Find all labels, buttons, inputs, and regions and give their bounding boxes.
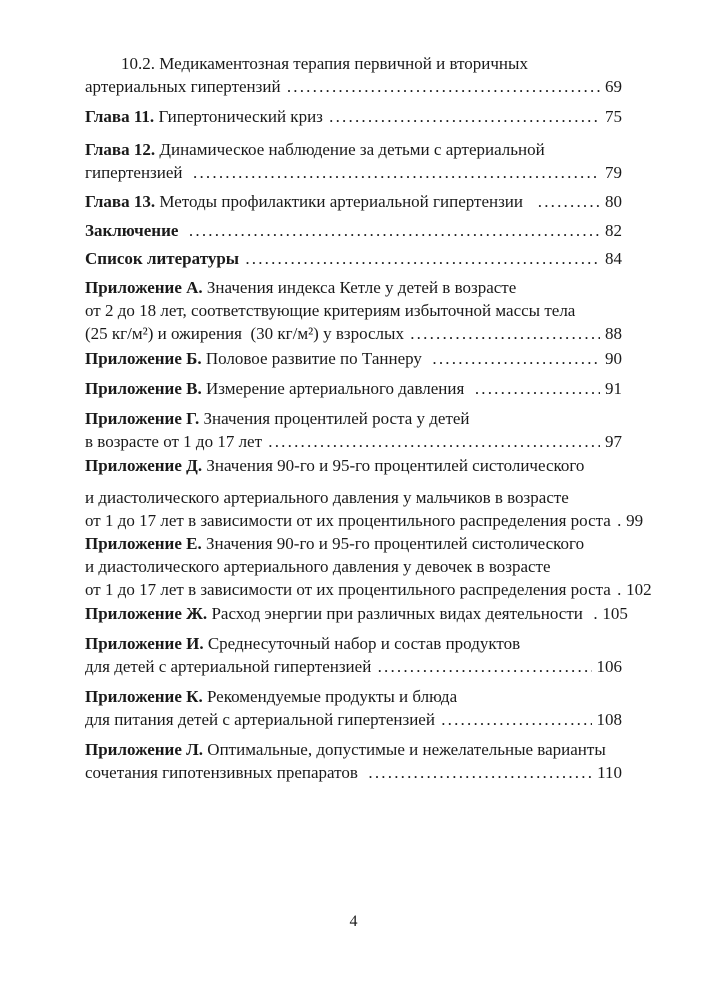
toc-entry <box>85 138 622 184</box>
entry-page-number: 102 <box>626 580 652 599</box>
toc-entry <box>85 738 622 784</box>
toc-entry <box>85 347 622 370</box>
dot-leader <box>193 161 600 184</box>
entry-label: Заключение <box>85 221 179 240</box>
toc-entry-line <box>85 52 622 75</box>
toc-entry <box>85 247 622 270</box>
entry-label: Глава 12. <box>85 140 156 159</box>
toc-entry-leader-line <box>85 761 622 784</box>
entry-label: Список литературы <box>85 249 240 268</box>
dot-leader <box>368 761 592 784</box>
toc-entry-leader-line <box>85 578 652 601</box>
dot-leader <box>268 430 600 453</box>
entry-text: и диастолического артериального давления у мальчиков в возрасте <box>85 488 569 507</box>
entry-text: в возрасте от 1 до 17 лет <box>85 432 267 451</box>
entry-text: Рекомендуемые продукты и блюда <box>202 687 458 706</box>
entry-label: Приложение Ж. <box>85 604 208 623</box>
entry-text: от 2 до 18 лет, соответствующие критериям избыточной массы тела <box>85 301 576 320</box>
toc-entry-leader-line <box>85 75 622 98</box>
entry-text: Измерение артериального давления <box>201 379 473 398</box>
toc-entry <box>85 276 622 345</box>
entry-label: Глава 11. <box>85 107 155 126</box>
entry-page-number: 79 <box>605 163 622 182</box>
toc-entry-leader-line <box>85 377 622 400</box>
entry-text: для детей с артериальной гипертензией <box>85 657 376 676</box>
toc-entry-leader-line <box>85 247 622 270</box>
entry-page-number: 99 <box>626 511 644 530</box>
entry-label: Глава 13. <box>85 192 156 211</box>
toc-entry-leader-line <box>85 347 622 370</box>
toc-entry-line <box>85 738 622 761</box>
toc-entry <box>85 454 644 532</box>
entry-text: Методы профилактики артериальной гипертензии <box>155 192 536 211</box>
entry-page-number: 88 <box>605 324 622 343</box>
entry-label: Приложение К. <box>85 687 203 706</box>
toc-entry-line <box>85 532 622 555</box>
entry-text: Значения процентилей роста у детей <box>199 409 470 428</box>
entry-label: Приложение А. <box>85 278 203 297</box>
entry-text: гипертензией <box>85 163 192 182</box>
dot-leader <box>189 219 600 242</box>
toc-entry <box>85 602 628 625</box>
toc-entry <box>85 105 622 128</box>
entry-text: Значения индекса Кетле у детей в возрасте <box>202 278 517 297</box>
toc-entry <box>85 685 622 731</box>
toc-entry <box>85 407 622 453</box>
entry-page-number: 108 <box>596 710 622 729</box>
entry-text: артериальных гипертензий <box>85 77 285 96</box>
toc-entry <box>85 632 622 678</box>
toc-entry-line <box>85 138 622 161</box>
toc-entry <box>85 52 622 98</box>
dot-leader <box>432 347 600 370</box>
dot-leader <box>245 247 600 270</box>
entry-label: Приложение В. <box>85 379 202 398</box>
toc-entry-leader-line <box>85 655 622 678</box>
entry-text: от 1 до 17 лет в зависимости от их процентильного распределения роста <box>85 580 616 599</box>
dot-leader <box>538 190 600 213</box>
toc-entry-line <box>85 632 622 655</box>
toc-entry-leader-line <box>85 322 622 345</box>
entry-text: Гипертонический криз <box>154 107 328 126</box>
entry-page-number: 90 <box>605 349 622 368</box>
toc-entry-line <box>85 276 622 299</box>
dot-leader <box>378 655 592 678</box>
dot-leader <box>329 105 600 128</box>
toc-entry-leader-line <box>85 708 622 731</box>
entry-page-number: 110 <box>597 763 622 782</box>
dot-leader <box>287 75 600 98</box>
entry-page-number: 82 <box>605 221 622 240</box>
entry-page-number: 106 <box>596 657 622 676</box>
entry-label: Приложение И. <box>85 634 204 653</box>
dot-leader <box>475 377 600 400</box>
toc-entry-leader-line <box>85 509 644 532</box>
entry-page-number: 84 <box>605 249 622 268</box>
entry-text: Расход энергии при различных видах деятельности <box>207 604 592 623</box>
entry-text: от 1 до 17 лет в зависимости от их процентильного распределения роста <box>85 511 616 530</box>
page-number: 4 <box>349 913 358 930</box>
toc-entry <box>85 190 622 213</box>
entry-page-number: 80 <box>605 192 622 211</box>
toc-entry-leader-line <box>85 190 622 213</box>
entry-label: Приложение Д. <box>85 456 203 475</box>
toc-entry <box>85 532 652 601</box>
entry-text <box>178 219 187 242</box>
toc-entry-line <box>85 486 622 509</box>
entry-text: Половое развитие по Таннеру <box>201 349 431 368</box>
entry-text: для питания детей с артериальной гипертензией <box>85 710 440 729</box>
toc-entry <box>85 377 622 400</box>
toc-entry-line <box>85 454 622 477</box>
toc-entry <box>85 219 622 242</box>
entry-page-number: 75 <box>605 107 622 126</box>
entry-label: Приложение Л. <box>85 740 204 759</box>
toc-entry-leader-line <box>85 161 622 184</box>
toc-entry-line <box>85 555 622 578</box>
entry-page-number: 91 <box>605 379 622 398</box>
entry-text: Значения 90-го и 95-го процентилей систолического <box>201 534 585 553</box>
entry-text: Значения 90-го и 95-го процентилей систолического <box>202 456 585 475</box>
toc-entry-leader-line <box>85 105 622 128</box>
dot-leader <box>441 708 591 731</box>
entry-text: (25 кг/м²) и ожирения (30 кг/м²) у взрослых <box>85 324 409 343</box>
entry-text: Оптимальные, допустимые и нежелательные варианты <box>203 740 606 759</box>
toc-entry-line <box>85 685 622 708</box>
dot-leader <box>410 322 600 345</box>
entry-page-number: 69 <box>605 77 622 96</box>
toc-entry-line <box>85 407 622 430</box>
entry-text: Среднесуточный набор и состав продуктов <box>203 634 521 653</box>
entry-text <box>239 247 243 270</box>
entry-text: и диастолического артериального давления у девочек в возрасте <box>85 557 551 576</box>
entry-label: Приложение Г. <box>85 409 200 428</box>
entry-text: 10.2. Медикаментозная терапия первичной и вторичных <box>121 54 528 73</box>
toc-entry-leader-line <box>85 602 628 625</box>
entry-text: сочетания гипотензивных препаратов <box>85 763 367 782</box>
toc-entry-line <box>85 299 622 322</box>
entry-page-number: 97 <box>605 432 622 451</box>
toc-entry-leader-line <box>85 430 622 453</box>
toc-entry-leader-line <box>85 219 622 242</box>
entry-label: Приложение Е. <box>85 534 202 553</box>
entry-page-number: 105 <box>602 604 628 623</box>
entry-text: Динамическое наблюдение за детьми с артериальной <box>155 140 545 159</box>
entry-label: Приложение Б. <box>85 349 202 368</box>
